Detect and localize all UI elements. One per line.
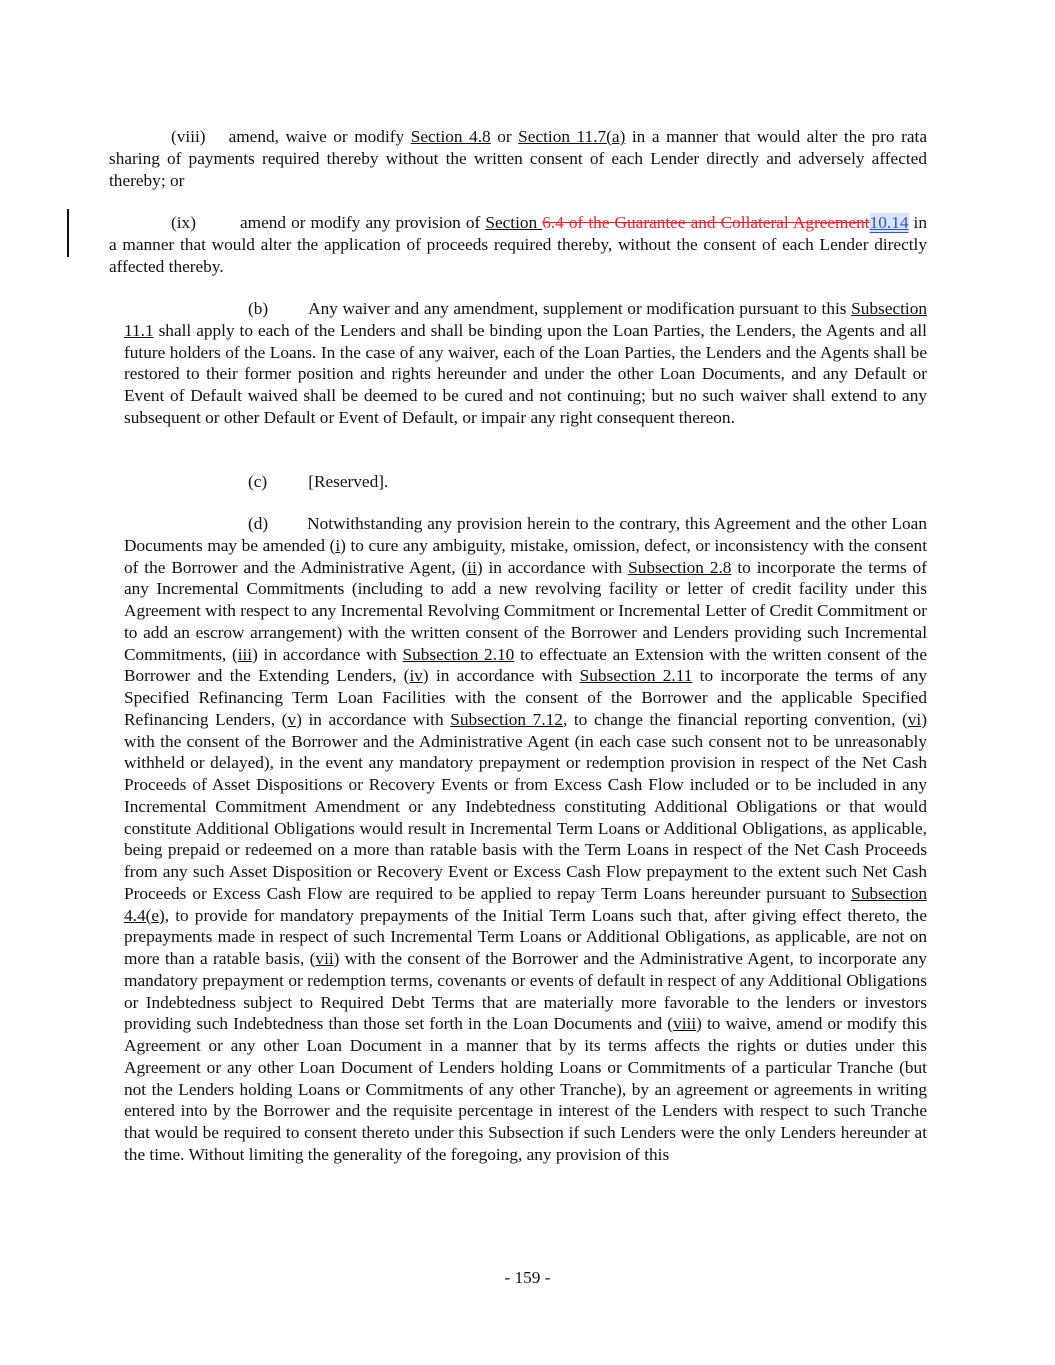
section-ref-link[interactable]: Subsection 11.1	[124, 299, 927, 340]
clause-label: (d)	[248, 514, 269, 533]
revision-change-bar	[67, 209, 69, 257]
clause-ix: (ix) amend or modify any provision of Section 6.4 of the Guarantee and Collateral Agreement10.14 in a manner that would alter the application of proceeds required thereby, without the consent of each Lender directly affected thereby.	[109, 213, 928, 276]
clause-label: (b)	[248, 299, 269, 318]
clause-label: (c)	[248, 472, 268, 491]
reserved-text: [Reserved].	[308, 472, 389, 491]
roman-numeral: i	[335, 535, 341, 555]
paragraph-d: (d) Notwithstanding any provision herein to the contrary, this Agreement and the other Loan Documents may be amended (i) to cure any ambiguity, mistake, omission, defect, or inconsistency with the consent of the Borrower and the Administrative Agent, (ii) in accordance with Subsection 2.8 to incorporate the terms of any Incremental Commitments (including to add a new revolving facility or letter of credit facility under this Agreement with respect to any Incremental Revolving Commitment or Incremental Letter of Credit Commitment or to add an escrow arrangement) with the written consent of the Borrower and Lenders providing such Incremental Commitments, (iii) in accordance with Subsection 2.10 to effectuate an Extension with the written consent of the Borrower and the Extending Lenders, (iv) in accordance with Subsection 2.11 to incorporate the terms of any Specified Refinancing Term Loan Facilities with the consent of the Borrower and the applicable Specified Refinancing Lenders, (v) in accordance with Subsection 7.12, to change the financial reporting convention, (vi) with the consent of the Borrower and the Administrative Agent (in each case such consent not to be unreasonably withheld or delayed), in the event any mandatory prepayment or redemption provision in respect of the Net Cash Proceeds of Asset Dispositions or Recovery Events or from Excess Cash Flow included or to be included in any Incremental Commitment Amendment or any Indebtedness constituting Additional Obligations or that would constitute Additional Obligations would result in Incremental Term Loans or Additional Obligations, as applicable, being prepaid or redeemed on a more than ratable basis with the Term Loans in respect of the Net Cash Proceeds from any such Asset Disposition or Recovery Event or Excess Cash Flow prepayment to the extent such Net Cash Proceeds or Excess Cash Flow are required to be applied to repay Term Loans hereunder pursuant to Subsection 4.4(e), to provide for mandatory prepayments of the Initial Term Loans such that, after giving effect thereto, the prepayments made in respect of such Incremental Term Loans or Additional Obligations, as applicable, are not on more than a ratable basis, (vii) with the consent of the Borrower and the Administrative Agent, to incorporate any mandatory prepayment or redemption terms, covenants or events of default in respect of any Additional Obligations or Indebtedness subject to Required Debt Terms that are materially more favorable to the lenders or investors providing such Indebtedness than those set forth in the Loan Documents and (viii) to waive, amend or modify this Agreement or any other Loan Document in a manner that by its terms affects the rights or duties under this Agreement or any other Loan Document of Lenders holding Loans or Commitments of a particular Tranche (but not the Lenders holding Loans or Commitments of any other Tranche), by an agreement or agreements in writing entered into by the Borrower and the requisite percentage in interest of the Lenders with respect to such Tranche that would be required to consent thereto under this Subsection if such Lenders were the only Lenders hereunder at the time. Without limiting the generality of the foregoing, any provision of this	[124, 514, 928, 1164]
roman-numeral: iii	[237, 644, 253, 664]
section-ref-link[interactable]: Section 11.7(a)	[518, 127, 626, 146]
section-ref-link[interactable]: Subsection 2.10	[402, 644, 515, 664]
roman-numeral: vii	[315, 949, 334, 968]
clause-viii: (viii) amend, waive or modify Section 4.8 or Section 11.7(a) in a manner that would alter the pro rata sharing of payments required thereby without the written consent of each Lender directly and adversely affected thereby; or	[109, 127, 928, 190]
roman-numeral: ii	[467, 557, 477, 577]
roman-numeral: iv	[409, 666, 423, 686]
page-number: - 159 -	[504, 1268, 551, 1287]
section-ref-link[interactable]: Subsection 2.11	[579, 666, 693, 686]
section-ref-link[interactable]: e	[151, 905, 160, 925]
section-ref-link[interactable]: Subsection 4.4(	[124, 883, 927, 925]
roman-numeral: v	[287, 709, 297, 729]
paragraph-c	[124, 471, 927, 493]
section-ref-link[interactable]: Subsection 2.8	[628, 557, 732, 577]
clause-label: (ix)	[171, 213, 196, 232]
roman-numeral: viii	[673, 1014, 697, 1034]
paragraph-b: (b) Any waiver and any amendment, supplement or modification pursuant to this Subsection 11.1 shall apply to each of the Lenders and shall be binding upon the Loan Parties, the Lenders, the Agents and all future holders of the Loans. In the case of any waiver, each of the Loan Parties, the Lenders and the Agents shall be restored to their former position and rights hereunder and under the other Loan Documents, and any Default or Event of Default waived shall be deemed to be cured and not continuing; but no such waiver shall extend to any subsequent or other Default or Event of Default, or impair any right consequent thereon.	[124, 299, 927, 427]
section-ref-link[interactable]: Section 4.8	[410, 127, 491, 146]
roman-numeral: vi	[907, 709, 922, 729]
inserted-text[interactable]: 10.14	[869, 213, 909, 232]
section-ref-link[interactable]: Subsection 7.12	[450, 709, 563, 729]
deleted-text: 6.4 of the Guarantee and Collateral Agreement	[542, 213, 870, 232]
section-ref-link[interactable]: Section	[485, 213, 543, 232]
clause-label: (viii)	[171, 127, 206, 146]
